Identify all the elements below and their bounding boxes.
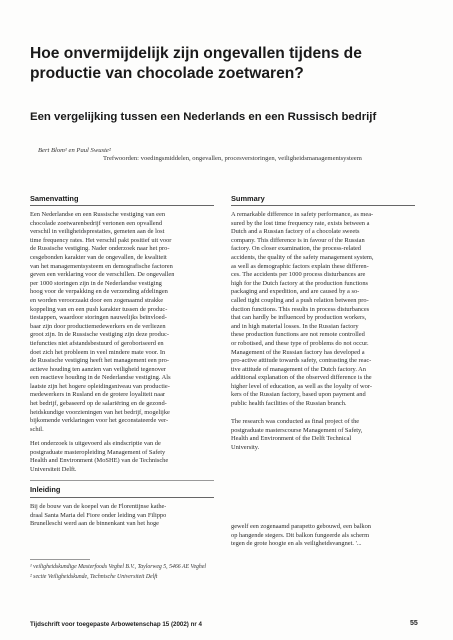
text-line: ces. The accidents per 1000 process disturbances are [231, 271, 366, 279]
text-line: factory. On closer examination, the process-related [231, 245, 362, 253]
text-line: tiefuncties niet afstandsbestuurd of geroboriseerd en [30, 339, 164, 347]
text-line: van het managementsysteem en demografische factoren [30, 262, 173, 270]
text-line: higher level of education, as well as the loyalty of wor- [231, 382, 372, 390]
text-line: Dutch and a Russian factory of a chocolate sweets [231, 228, 360, 236]
text-line: public health facilities of the Russian branch. [231, 400, 347, 408]
text-line: duction functions. This results in process disturbances [231, 305, 370, 313]
samenvatting-paragraph-2 [30, 440, 168, 474]
inleiding-rule [30, 497, 214, 498]
text-line: baar zijn door productiemedewerkers en de verliezen [30, 322, 166, 330]
text-line: de Russische vestiging. Nader onderzoek naar het pro- [30, 245, 170, 253]
text-line: verschil in veiligheidsprestaties, gemeten aan de lost [30, 228, 165, 236]
summary-paragraph-2 [231, 418, 362, 452]
text-line: groot zijn. In de Russische vestiging zijn deze produc- [30, 331, 169, 339]
text-line: packaging and expedition, and are caused by a so- [231, 288, 360, 296]
text-line: Health and Environment of the Delft Technical [231, 435, 352, 443]
text-line: tegen de grote hoogte en als veiligheidsvangnet. '... [231, 540, 362, 548]
text-line: A remarkable difference in safety performance, as mea- [231, 211, 374, 218]
text-line: The research was conducted as final project of the [231, 418, 360, 425]
inleiding-left-column [30, 503, 166, 529]
text-line: tiestappen, waardoor storingen nauwelijks beïnvloed- [30, 314, 167, 322]
text-line: op hangende stegers. Dit balkon fungeerde als scherm [231, 531, 370, 539]
page-number: 55 [410, 620, 418, 627]
text-line: Een Nederlandse en een Russische vestiging van een [30, 211, 166, 218]
text-line: chocolade zoetwarenbedrijf vertonen een opvallend [30, 219, 163, 227]
text-line: Brunelleschi werd aan de binnenkant van het hoge [30, 520, 160, 528]
text-line: Bij de bouw van de koepel van de Florentijnse kathe- [30, 503, 167, 510]
footnote-1: ¹ veiligheidskundige Masterfoods Veghel B.V., Taylorweg 5, 5466 AE Veghel [30, 564, 206, 570]
footnote-rule [30, 559, 90, 560]
text-line: postgraduate masteropleiding Management of Safety [30, 448, 166, 456]
text-line: koppeling van en een push karakter tussen de produc- [30, 305, 168, 313]
text-line: accidents, the quality of the safety management system, [231, 253, 374, 261]
text-line: hoog voor de verpakking en de verzending afdelingen [30, 288, 168, 296]
inleiding-right-column [231, 523, 371, 549]
text-line: kers of the Russian factory, based upon payment and [231, 391, 366, 399]
text-line: time frequency rates. Het verschil pakt positief uit voor [30, 236, 172, 244]
text-line: pro-active attitude towards safety, contrasting the reac- [231, 357, 372, 365]
text-line: schil. [30, 425, 44, 433]
text-line: Management of the Russian factory has developed a [231, 348, 365, 356]
text-line: laatste zijn het hogere opleidingsniveau van productie- [30, 382, 170, 390]
text-line: het bedrijf, gebaseerd op de salariëring en de gezond- [30, 400, 167, 408]
samenvatting-paragraph-1 [30, 211, 174, 434]
footnote-2: ² sectie Veiligheidskunde, Technische Universiteit Delft [30, 574, 158, 580]
journal-footer: Tijdschrift voor toegepaste Arbowetenschap 15 (2002) nr 4 [30, 621, 202, 628]
text-line: high for the Dutch factory at the production functions [231, 279, 369, 287]
article-authors: Bert Blom¹ en Paul Swuste² [38, 147, 111, 154]
text-line: draal Santa Maria del Fiore onder leiding van Filippo [30, 511, 167, 519]
summary-heading: Summary [231, 194, 265, 203]
text-line: as well as demographic factors explain these differen- [231, 262, 369, 270]
text-line: geven een verklaring voor de verschillen. De ongevallen [30, 271, 175, 279]
text-line: een reactieve houding in de Nederlandse vestiging. Als [30, 374, 171, 382]
text-line: and in high material losses. In the Russian factory [231, 322, 359, 330]
text-line: Het onderzoek is uitgevoerd als eindscriptie van de [30, 440, 161, 447]
article-keywords: Trefwoorden: voedingsmiddelen, ongevallen, procesverstoringen, veiligheidsmanagementsysteem [103, 155, 362, 162]
text-line: per 1000 storingen zijn in de Nederlandse vestiging [30, 279, 162, 287]
text-line: doet zich het probleem in veel mindere mate voor. In [30, 348, 166, 356]
text-line: de Russische vestiging heeft het management een pro- [30, 357, 169, 365]
text-line: actieve houding ten aanzien van veiligheid tegenover [30, 365, 166, 373]
text-line: company. This difference is in favour of the Russian [231, 236, 365, 244]
inleiding-heading: Inleiding [30, 485, 61, 494]
text-line: Health and Environment (MoSHE) van de Technische [30, 457, 169, 465]
samenvatting-rule [30, 205, 214, 206]
text-line: Universiteit Delft. [30, 465, 77, 473]
text-line: heidskundige voorzieningen van het bedrijf, mogelijke [30, 408, 170, 416]
text-line: medewerkers in Rusland en de grotere loyaliteit naar [30, 391, 166, 399]
article-subtitle: Een vergelijking tussen een Nederlands en een Russisch bedrijf [30, 111, 377, 123]
text-line: postgraduate masterscourse Management of Safety, [231, 426, 363, 434]
text-line: bijkomende verklaringen voor het geconstateerde ver- [30, 417, 169, 425]
text-line: tive attitude of management of the Dutch factory. An [231, 365, 366, 373]
text-line: or robotised, and these type of problems do not occur. [231, 339, 369, 347]
article-title: Hoe onvermijdelijk zijn ongevallen tijdens de productie van chocolade zoetwaren? [30, 45, 362, 82]
text-line: University. [231, 443, 260, 451]
inleiding-rule-top [30, 480, 214, 481]
text-line: additional explanation of the observed difference is the [231, 374, 372, 382]
text-line: called tight coupling and a push relation between pro- [231, 296, 369, 304]
text-line: cesgebonden karakter van de ongevallen, de kwaliteit [30, 253, 167, 261]
text-line: sured by the lost time frequency rate, exists between a [231, 219, 370, 227]
text-line: that can hardly be influenced by production workers, [231, 314, 367, 322]
summary-rule [231, 205, 415, 206]
text-line: these production functions are not remote controlled [231, 331, 365, 339]
summary-paragraph-1 [231, 211, 374, 409]
text-line: gewelf een zogenaamd parapetto gebouwd, een balkon [231, 523, 372, 530]
text-line: en worden veroorzaakt door een zogenaamd strakke [30, 296, 164, 304]
samenvatting-heading: Samenvatting [30, 194, 79, 203]
